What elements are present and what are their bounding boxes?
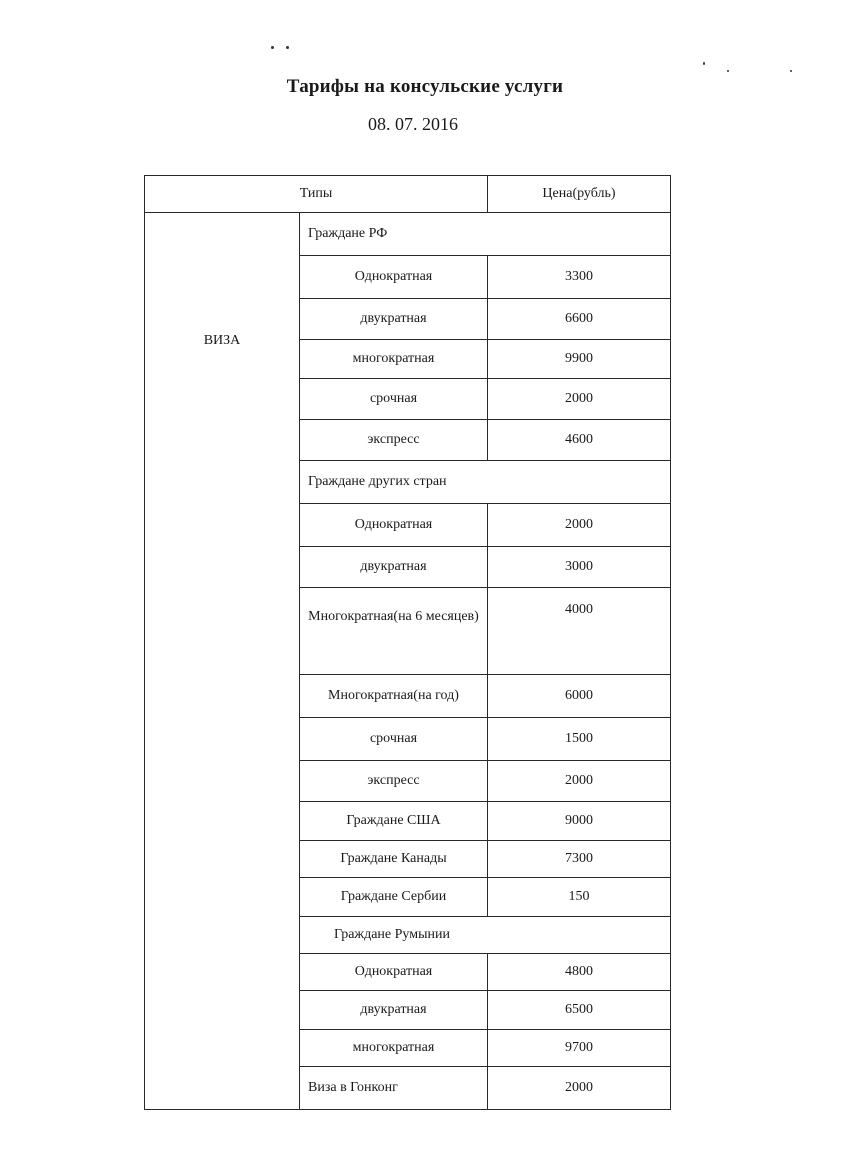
service-name: Граждане Сербии [300, 878, 488, 917]
service-name: Однократная [300, 954, 488, 991]
scan-speck [790, 70, 792, 72]
service-name: срочная [300, 718, 488, 761]
group-label: Граждане Румынии [300, 917, 671, 954]
header-type: Типы [145, 176, 488, 213]
service-price: 2000 [488, 1067, 671, 1110]
header-price: Цена(рубль) [488, 176, 671, 213]
service-price: 9900 [488, 340, 671, 379]
service-name: Многократная(на 6 месяцев) [300, 588, 488, 675]
service-name: экспресс [300, 420, 488, 461]
scan-speck [271, 46, 274, 49]
service-price: 2000 [488, 761, 671, 802]
service-name: экспресс [300, 761, 488, 802]
service-name: многократная [300, 1030, 488, 1067]
service-name: многократная [300, 340, 488, 379]
service-price: 6500 [488, 991, 671, 1030]
service-price: 7300 [488, 841, 671, 878]
service-name: Однократная [300, 504, 488, 547]
service-price: 1500 [488, 718, 671, 761]
group-label: Граждане других стран [300, 461, 671, 504]
service-price: 150 [488, 878, 671, 917]
service-price: 9000 [488, 802, 671, 841]
service-name: срочная [300, 379, 488, 420]
service-name: двукратная [300, 991, 488, 1030]
service-name: двукратная [300, 299, 488, 340]
service-name: двукратная [300, 547, 488, 588]
group-label: Граждане РФ [300, 213, 671, 256]
scan-speck [727, 70, 729, 72]
document-title: Тарифы на консульские услуги [286, 76, 564, 97]
tariff-table [144, 175, 671, 1110]
service-price: 3300 [488, 256, 671, 299]
service-price: 6600 [488, 299, 671, 340]
service-price: 4800 [488, 954, 671, 991]
service-price: 4600 [488, 420, 671, 461]
table-header-row [145, 176, 671, 213]
service-price: 6000 [488, 675, 671, 718]
scan-speck [703, 62, 705, 65]
service-price: 2000 [488, 504, 671, 547]
service-price: 4000 [488, 588, 671, 675]
service-name: Многократная(на год) [300, 675, 488, 718]
service-price: 3000 [488, 547, 671, 588]
service-name: Граждане США [300, 802, 488, 841]
group-row [145, 213, 671, 256]
service-name: Однократная [300, 256, 488, 299]
service-price: 9700 [488, 1030, 671, 1067]
service-name: Граждане Канады [300, 841, 488, 878]
scan-speck [286, 46, 289, 49]
document-date: 08. 07. 2016 [368, 114, 458, 134]
service-name: Виза в Гонконг [300, 1067, 488, 1110]
service-price: 2000 [488, 379, 671, 420]
visa-category: ВИЗА [145, 213, 300, 1110]
